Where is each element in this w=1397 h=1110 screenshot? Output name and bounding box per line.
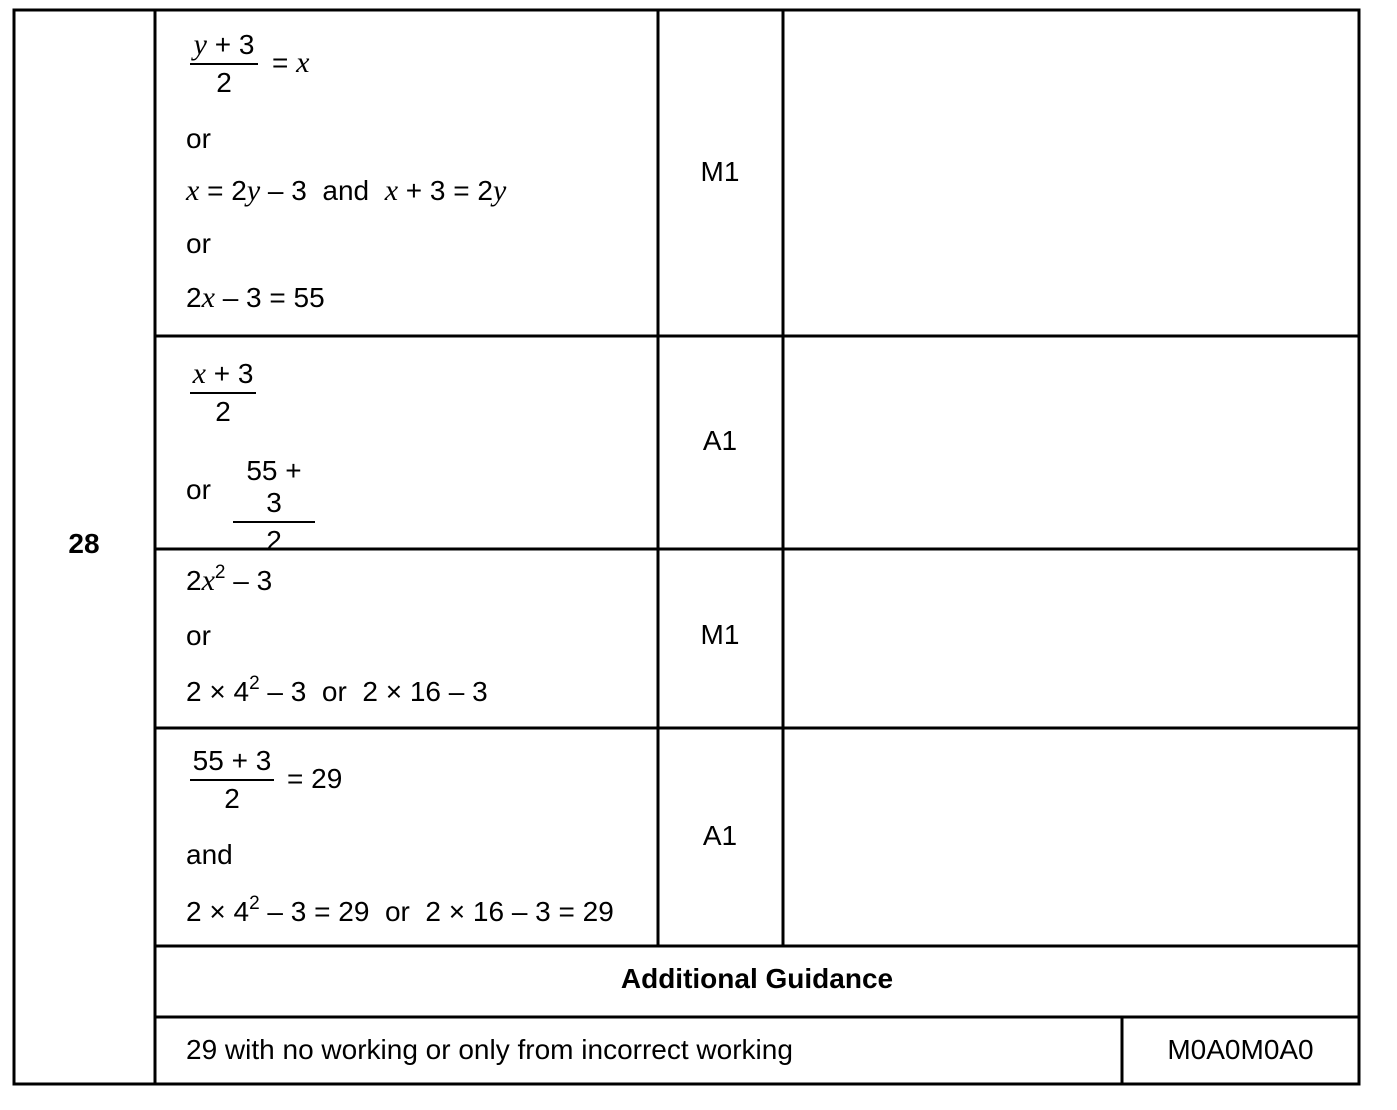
additional-guidance-title: Additional Guidance — [620, 963, 894, 994]
or-text: or — [186, 228, 211, 259]
fraction-55-plus-3-over-2: 55 + 3 2 — [233, 455, 315, 557]
mark-label: A1 — [702, 820, 738, 851]
mark-label: M1 — [700, 156, 740, 187]
equals-29: = 29 — [287, 763, 343, 794]
or-text: or — [186, 123, 211, 154]
or-text: or — [186, 620, 211, 651]
mark-label: A1 — [702, 425, 738, 456]
equation-line: $2 \times 4^2 - 3 = 29$ or 2 × 16 – 3 = 29 — [186, 893, 614, 927]
fraction-x-plus-3-over-2: x + 3 2 — [190, 358, 256, 428]
mark-label: M1 — [700, 619, 740, 650]
question-number: 28 — [68, 528, 100, 559]
equation-line: $2x^2 - 3$ — [186, 562, 273, 597]
equation-line: x = 2y – 3 and x + 3 = 2y — [186, 174, 507, 207]
fraction-y-plus-3-over-2: y + 3 2 — [190, 29, 258, 99]
equation-line: 2x – 3 = 55 — [186, 281, 325, 314]
and-text: and — [186, 839, 233, 870]
equation-line: $2 \times 4^2 - 3$ or 2 × 16 – 3 — [186, 673, 488, 707]
guidance-text: 29 with no working or only from incorrect working — [186, 1034, 793, 1065]
or-text: or — [186, 474, 211, 505]
guidance-marks: M0A0M0A0 — [1167, 1034, 1314, 1065]
equals-x: = x — [272, 46, 310, 79]
fraction-55-plus-3-over-2: 55 + 3 2 — [190, 745, 274, 815]
